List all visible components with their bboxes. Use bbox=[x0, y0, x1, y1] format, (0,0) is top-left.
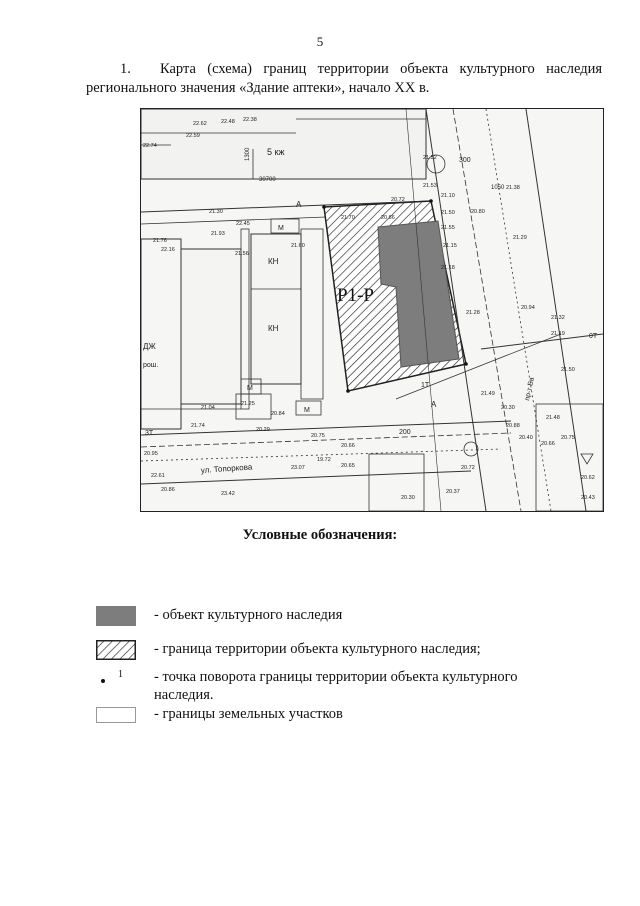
map-road-edge bbox=[141, 471, 471, 484]
map-height-label: 21.56 bbox=[235, 251, 249, 257]
map-height-label: 20.80 bbox=[471, 209, 485, 215]
legend-text: - граница территории объекта культурного наследия; bbox=[154, 641, 481, 657]
map-height-label: 20.65 bbox=[341, 463, 355, 469]
map-label: 1300 bbox=[245, 147, 251, 161]
map-road-edge bbox=[486, 109, 551, 511]
map-height-label: 21.38 bbox=[506, 185, 520, 191]
map-height-label: 21.48 bbox=[546, 415, 560, 421]
map-height-label: 21.49 bbox=[481, 391, 495, 397]
map-label-m: М bbox=[304, 407, 310, 414]
map-height-label: 20.88 bbox=[506, 423, 520, 429]
map-building bbox=[369, 454, 424, 511]
map-road-edge bbox=[141, 217, 326, 224]
map-height-label: 21.55 bbox=[441, 225, 455, 231]
map-label: 0Т bbox=[589, 333, 598, 340]
map-svg bbox=[141, 109, 603, 511]
map-height-label: 22.59 bbox=[186, 133, 200, 139]
map-height-label: 20.66 bbox=[341, 443, 355, 449]
map-circle bbox=[464, 442, 478, 456]
cadastral-map bbox=[140, 108, 604, 512]
map-height-label: 20.72 bbox=[391, 197, 405, 203]
map-height-label: 23.07 bbox=[291, 465, 305, 471]
map-height-label: 21.15 bbox=[443, 243, 457, 249]
map-label: 200 bbox=[399, 429, 411, 436]
map-height-label: 23.42 bbox=[221, 491, 235, 497]
map-label: 30700 bbox=[259, 177, 276, 183]
map-height-label: 22.45 bbox=[236, 221, 250, 227]
map-height-label: 22.74 bbox=[143, 143, 157, 149]
point-icon bbox=[101, 679, 105, 683]
map-height-label: 20.40 bbox=[519, 435, 533, 441]
map-height-label: 20.29 bbox=[256, 427, 270, 433]
legend-empty-swatch bbox=[96, 707, 136, 723]
map-height-label: 21.19 bbox=[551, 331, 565, 337]
map-height-label: 20.86 bbox=[161, 487, 175, 493]
map-height-label: 20.84 bbox=[271, 411, 285, 417]
map-road-axis bbox=[453, 109, 521, 511]
map-building-m bbox=[271, 219, 299, 233]
map-label-street: пр-т Ба bbox=[524, 376, 536, 402]
map-height-label: 21.50 bbox=[561, 367, 575, 373]
map-height-label: 22.48 bbox=[221, 119, 235, 125]
map-height-label: 22.16 bbox=[161, 247, 175, 253]
map-road-axis bbox=[141, 433, 511, 447]
map-height-label: 21.32 bbox=[551, 315, 565, 321]
map-label-m: М bbox=[247, 385, 253, 392]
legend-point-label: 1 bbox=[118, 669, 123, 680]
map-height-label: 21.60 bbox=[291, 243, 305, 249]
legend-text: - границы земельных участков bbox=[154, 706, 343, 722]
turning-point bbox=[429, 199, 433, 203]
map-height-label: 22.62 bbox=[193, 121, 207, 127]
map-height-label: 21.30 bbox=[209, 209, 223, 215]
map-height-label: 22.38 bbox=[243, 117, 257, 123]
map-height-label: 20.75 bbox=[311, 433, 325, 439]
map-height-label: 20.43 bbox=[581, 495, 595, 501]
map-building bbox=[181, 249, 241, 404]
map-triangle bbox=[581, 454, 593, 464]
map-height-label: 20.75 bbox=[561, 435, 575, 441]
map-height-label: 20.66 bbox=[541, 441, 555, 447]
map-label-rosh: рош. bbox=[143, 362, 159, 369]
map-label-point-code: Р1-Р bbox=[337, 285, 374, 306]
map-height-label: 21.29 bbox=[513, 235, 527, 241]
turning-point bbox=[322, 205, 326, 209]
map-height-label: 20.30 bbox=[501, 405, 515, 411]
legend-text: - объект культурного наследия bbox=[154, 607, 343, 623]
legend-gray-swatch bbox=[96, 606, 136, 626]
turning-point bbox=[346, 389, 350, 393]
map-height-label: 21.50 bbox=[441, 210, 455, 216]
map-height-label: 21.53 bbox=[423, 183, 437, 189]
map-height-label: 20.37 bbox=[446, 489, 460, 495]
legend-point-symbol bbox=[96, 668, 136, 688]
map-height-label: 21.74 bbox=[191, 423, 205, 429]
map-height-label: 20.62 bbox=[581, 475, 595, 481]
map-height-label: 22.61 bbox=[151, 473, 165, 479]
map-height-label: 21.04 bbox=[201, 405, 215, 411]
map-heading bbox=[86, 60, 602, 98]
legend-hatch-swatch bbox=[96, 640, 136, 660]
legend-text: - точка поворота границы территории объекта культурного наследия. bbox=[154, 669, 518, 703]
map-label-kn: КН bbox=[268, 257, 279, 266]
map-height-label: 20.95 bbox=[144, 451, 158, 457]
map-height-label: 20.72 bbox=[461, 465, 475, 471]
map-building-block-5 bbox=[141, 109, 426, 179]
map-label-zone-a: А bbox=[431, 400, 437, 409]
map-height-label: 20.94 bbox=[521, 305, 535, 311]
map-road-edge bbox=[481, 334, 603, 349]
map-label-zone-a: А bbox=[296, 200, 302, 209]
map-label: 3Т bbox=[145, 430, 154, 437]
map-height-label: 21.52 bbox=[423, 155, 437, 161]
heading-text: Карта (схема) границ территории объекта культурного наследия регионального значения «Здание аптеки», начало XX в. bbox=[86, 61, 602, 96]
map-label-dzh: ДЖ bbox=[143, 342, 156, 351]
page-number: 5 bbox=[316, 34, 324, 49]
map-height-label: 21.28 bbox=[466, 310, 480, 316]
map-height-label: 21.93 bbox=[211, 231, 225, 237]
map-label-kn: КН bbox=[268, 324, 279, 333]
turning-point bbox=[464, 362, 468, 366]
map-height-label: 21.25 bbox=[241, 401, 255, 407]
heading-number: 1. bbox=[120, 61, 131, 77]
map-height-label: 19.72 bbox=[317, 457, 331, 463]
map-height-label: 21.76 bbox=[153, 238, 167, 244]
map-height-label: 20.30 bbox=[401, 495, 415, 501]
map-building bbox=[301, 229, 323, 399]
map-building bbox=[141, 239, 181, 429]
map-label: 1Т bbox=[421, 382, 430, 389]
map-height-label: 20.66 bbox=[381, 215, 395, 221]
map-height-label: 21.70 bbox=[341, 215, 355, 221]
map-height-label: 21.18 bbox=[441, 265, 455, 271]
map-height-label: 21.10 bbox=[441, 193, 455, 199]
legend-title: Условные обозначения: bbox=[242, 527, 398, 543]
map-label-block-5: 5 кж bbox=[267, 147, 285, 157]
map-label-m: М bbox=[278, 225, 284, 232]
map-road-edge bbox=[526, 109, 586, 511]
map-label-street: ул. Топоркова bbox=[200, 462, 253, 475]
map-label: 300 bbox=[459, 157, 471, 164]
map-label: 1050 bbox=[491, 185, 505, 191]
